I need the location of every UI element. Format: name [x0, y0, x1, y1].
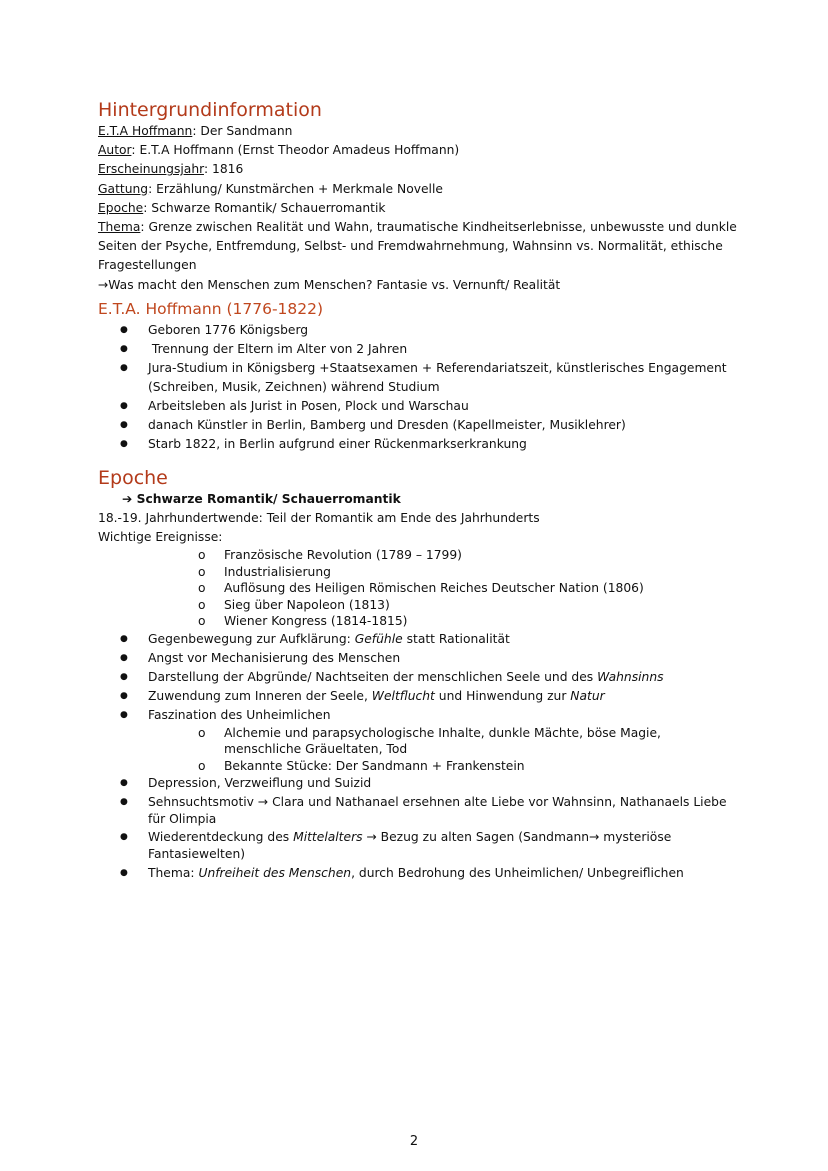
events-list	[98, 547, 738, 630]
heading-epoche: Epoche	[98, 466, 168, 489]
list-item: o Bekannte Stücke: Der Sandmann + Frankenstein	[198, 758, 738, 775]
list-item: ● Arbeitsleben als Jurist in Posen, Plock und Warschau	[120, 397, 738, 416]
info-label: Erscheinungsjahr	[98, 162, 204, 177]
info-row-title	[98, 122, 738, 141]
list-item	[120, 864, 738, 883]
list-item: o Alchemie und parapsychologische Inhalte, dunkle Mächte, böse Magie, menschliche Gräueltaten, Tod	[198, 725, 738, 758]
info-label: Thema	[98, 220, 141, 235]
info-row-gattung	[98, 180, 738, 199]
info-value: : E.T.A Hoffmann (Ernst Theodor Amadeus Hoffmann)	[131, 143, 460, 158]
info-value: : Erzählung/ Kunstmärchen + Merkmale Novelle	[148, 181, 443, 196]
info-value: : Schwarze Romantik/ Schauerromantik	[143, 200, 386, 215]
heading-hintergrundinformation: Hintergrundinformation	[98, 99, 322, 121]
text-emphasis: Natur	[570, 688, 605, 703]
list-item: o Wiener Kongress (1814-1815)	[198, 613, 738, 630]
list-item: ● Geboren 1776 Königsberg	[120, 321, 738, 340]
info-question: →Was macht den Menschen zum Menschen? Fantasie vs. Vernunft/ Realität	[98, 277, 561, 292]
text-emphasis: Mittelalters	[293, 830, 363, 845]
list-item: o Französische Revolution (1789 – 1799)	[198, 547, 738, 564]
info-label: Epoche	[98, 200, 144, 215]
list-item: ● Jura-Studium in Königsberg +Staatsexamen + Referendariatszeit, künstlerisches Engagement (Schreiben, Musik, Zeichnen) während Studium	[120, 359, 738, 397]
list-item: o Sieg über Napoleon (1813)	[198, 597, 738, 614]
unheimlich-sublist	[98, 725, 738, 775]
list-item	[120, 687, 738, 706]
document-page	[98, 98, 738, 883]
section-spacer	[98, 454, 738, 466]
text-emphasis: Gefühle	[354, 631, 403, 646]
list-item: ● Sehnsuchtsmotiv → Clara und Nathanael ersehnen alte Liebe vor Wahnsinn, Nathanaels Liebe für Olimpia	[120, 794, 738, 827]
text-part: , durch Bedrohung des Unheimlichen/ Unbegreiflichen	[351, 866, 684, 881]
heading-biography: E.T.A. Hoffmann (1776-1822)	[98, 299, 324, 318]
info-row-thema	[98, 218, 738, 276]
text-emphasis: Weltflucht	[371, 688, 435, 703]
list-item: o Auflösung des Heiligen Römischen Reiches Deutscher Nation (1806)	[198, 580, 738, 597]
list-item: o Industrialisierung	[198, 564, 738, 581]
epoche-line-2: Wichtige Ereignisse:	[98, 530, 223, 545]
biography-list	[98, 321, 738, 454]
text-emphasis: Wahnsinns	[597, 669, 664, 684]
text-part: statt Rationalität	[402, 631, 510, 646]
epoche-line-1: 18.-19. Jahrhundertwende: Teil der Romantik am Ende des Jahrhunderts	[98, 510, 540, 525]
list-item: ● Starb 1822, in Berlin aufgrund einer Rückenmarkserkrankung	[120, 435, 738, 454]
info-label: E.T.A Hoffmann	[98, 124, 193, 138]
info-value: : Der Sandmann	[192, 124, 293, 138]
info-label: Autor	[98, 143, 132, 158]
text-part: Gegenbewegung zur Aufklärung:	[148, 631, 355, 646]
info-row-autor	[98, 141, 738, 160]
text-part: → Bezug zu alten Sagen (Sandmann→ mysteriöse Fantasiewelten)	[148, 830, 672, 861]
text-part: Wiederentdeckung des	[148, 830, 294, 845]
text-part: und Hinwendung zur	[434, 688, 571, 703]
list-item	[120, 630, 738, 649]
epoche-features-list	[98, 630, 738, 725]
text-part: Zuwendung zum Inneren der Seele,	[148, 688, 372, 703]
text-part: Darstellung der Abgründe/ Nachtseiten der menschlichen Seele und des	[148, 669, 598, 684]
list-item: ● Trennung der Eltern im Alter von 2 Jahren	[120, 340, 738, 359]
info-row-erscheinungsjahr	[98, 160, 738, 179]
list-item: ● Depression, Verzweiflung und Suizid	[120, 774, 738, 793]
list-item: ● danach Künstler in Berlin, Bamberg und Dresden (Kapellmeister, Musiklehrer)	[120, 416, 738, 435]
text-part: Thema:	[148, 866, 199, 881]
text-emphasis: Unfreiheit des Menschen	[198, 866, 352, 881]
info-row-epoche	[98, 199, 738, 218]
info-label: Gattung	[98, 181, 149, 196]
list-item	[120, 668, 738, 687]
epoche-features-list-2	[98, 774, 738, 883]
page-number: 2	[409, 1134, 419, 1149]
epoche-arrow-title: ➔ Schwarze Romantik/ Schauerromantik	[122, 491, 401, 506]
list-item: ● Angst vor Mechanisierung des Menschen	[120, 649, 738, 668]
info-value: : Grenze zwischen Realität und Wahn, traumatische Kindheitserlebnisse, unbewusste und dunkle Seiten der Psyche, Entfremdung, Selbst- und Fremdwahrnehmung, Wahnsinn vs. Normalität, ethische Fragestellungen	[98, 220, 737, 273]
list-item: ● Faszination des Unheimlichen	[120, 706, 738, 725]
info-value: : 1816	[203, 162, 244, 177]
list-item	[120, 829, 738, 862]
